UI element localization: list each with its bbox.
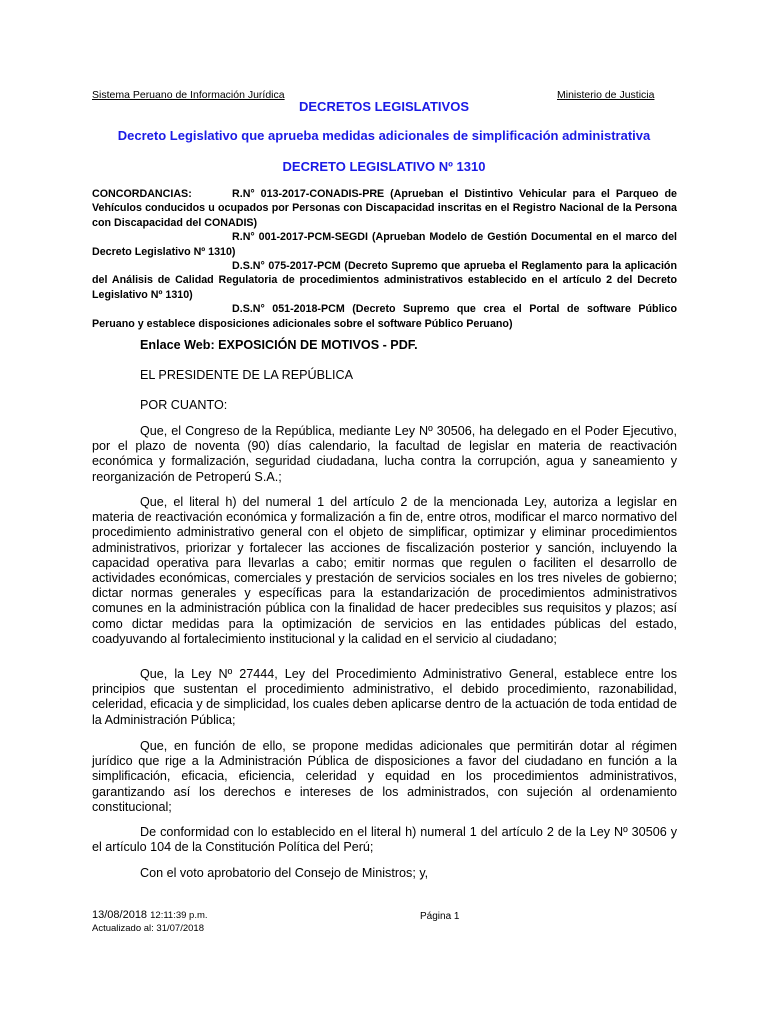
concordancia-item: D.S.N° 051-2018-PCM (Decreto Supremo que crea el Portal de software Público Peruano y establece disposiciones adicionales sobre el software Público Peruano) [92,303,677,330]
concordancia-item: CONCORDANCIAS: R.N° 013-2017-CONADIS-PRE (Aprueban el Distintivo Vehicular para el Parqueo de Vehículos conducidos u ocupados por Personas con Discapacidad inscritas en el Registro Nacional de la Persona con Discapacidad del CONADIS) [92,188,677,229]
header-ministry: Ministerio de Justicia [557,89,655,101]
decree-subtitle: Decreto Legislativo que aprueba medidas adicionales de simplificación administrativa [117,128,651,143]
president-heading: EL PRESIDENTE DE LA REPÚBLICA [140,368,353,382]
paragraph-4: Que, en función de ello, se propone medidas adicionales que permitirán dotar al régimen jurídico que rige a la Administración Pública de disposiciones a favor del ciudadano en función a la simplificación, eficacia, eficiencia, celeridad y equidad en los procedimientos administrativos, garantizando así los derechos e intereses de los administrados, con sujeción al ordenamiento constitucional; [92,739,677,814]
footer-updated: Actualizado al: 31/07/2018 [92,923,204,934]
footer-page-number: Página 1 [420,911,460,922]
paragraph-5: De conformidad con lo establecido en el literal h) numeral 1 del artículo 2 de la Ley Nº 30506 y el artículo 104 de la Constitución Política del Perú; [92,825,677,855]
por-cuanto: POR CUANTO: [140,398,228,412]
concordancias-block [92,187,677,331]
footer-time: 12:11:39 p.m. [150,910,208,921]
decree-number: DECRETO LEGISLATIVO Nº 1310 [282,159,486,174]
paragraph-2: Que, el literal h) del numeral 1 del artículo 2 de la mencionada Ley, autoriza a legislar en materia de reactivación económica y formalización a fin de, entre otros, modificar el marco normativo del procedimiento administrativo general con el objeto de simplificar, optimizar y eliminar procedimientos administrativos, priorizar y fortalecer las acciones de fiscalización posterior y sanción, incluyendo la capacidad operativa para llevarlas a cabo; emitir normas que regulen o faciliten el desarrollo de actividades económicas, comerciales y prestación de servicios sociales en los tres niveles de gobierno; dictar normas generales y específicas para la estandarización de procedimientos administrativos comunes en la administración pública con la finalidad de hacer predecibles sus requisitos y plazos; así como dictar medidas para la optimización de servicios en las entidades públicas del estado, coadyuvando al fortalecimiento institucional y la calidad en el servicio al ciudadano; [92,495,677,646]
paragraph-3: Que, la Ley Nº 27444, Ley del Procedimiento Administrativo General, establece entre los principios que sustentan el procedimiento administrativo, el debido procedimiento, razonabilidad, celeridad, eficacia y de simplicidad, los cuales deben aplicarse dentro de la actuación de toda entidad de la Administración Pública; [92,667,677,727]
header-source: Sistema Peruano de Información Jurídica [92,89,285,101]
exposicion-motivos-link[interactable]: Enlace Web: EXPOSICIÓN DE MOTIVOS - PDF. [140,338,418,352]
concordancia-item: R.N° 001-2017-PCM-SEGDI (Aprueban Modelo de Gestión Documental en el marco del Decreto Legislativo Nº 1310) [92,231,677,258]
paragraph-6: Con el voto aprobatorio del Consejo de Ministros; y, [140,866,429,880]
footer-date: 13/08/2018 12:11:39 p.m. [92,909,208,921]
paragraph-1: Que, el Congreso de la República, mediante Ley Nº 30506, ha delegado en el Poder Ejecutivo, por el plazo de noventa (90) días calendario, la facultad de legislar en materia de reactivación económica y formalización, seguridad ciudadana, lucha contra la corrupción, agua y saneamiento y reorganización de Petroperú S.A.; [92,424,677,484]
section-title: DECRETOS LEGISLATIVOS [299,99,469,114]
concordancias-label: CONCORDANCIAS: [92,188,192,200]
concordancia-item: D.S.N° 075-2017-PCM (Decreto Supremo que aprueba el Reglamento para la aplicación del Análisis de Calidad Regulatoria de procedimientos administrativos establecido en el artículo 2 del Decreto Legislativo Nº 1310) [92,260,677,301]
